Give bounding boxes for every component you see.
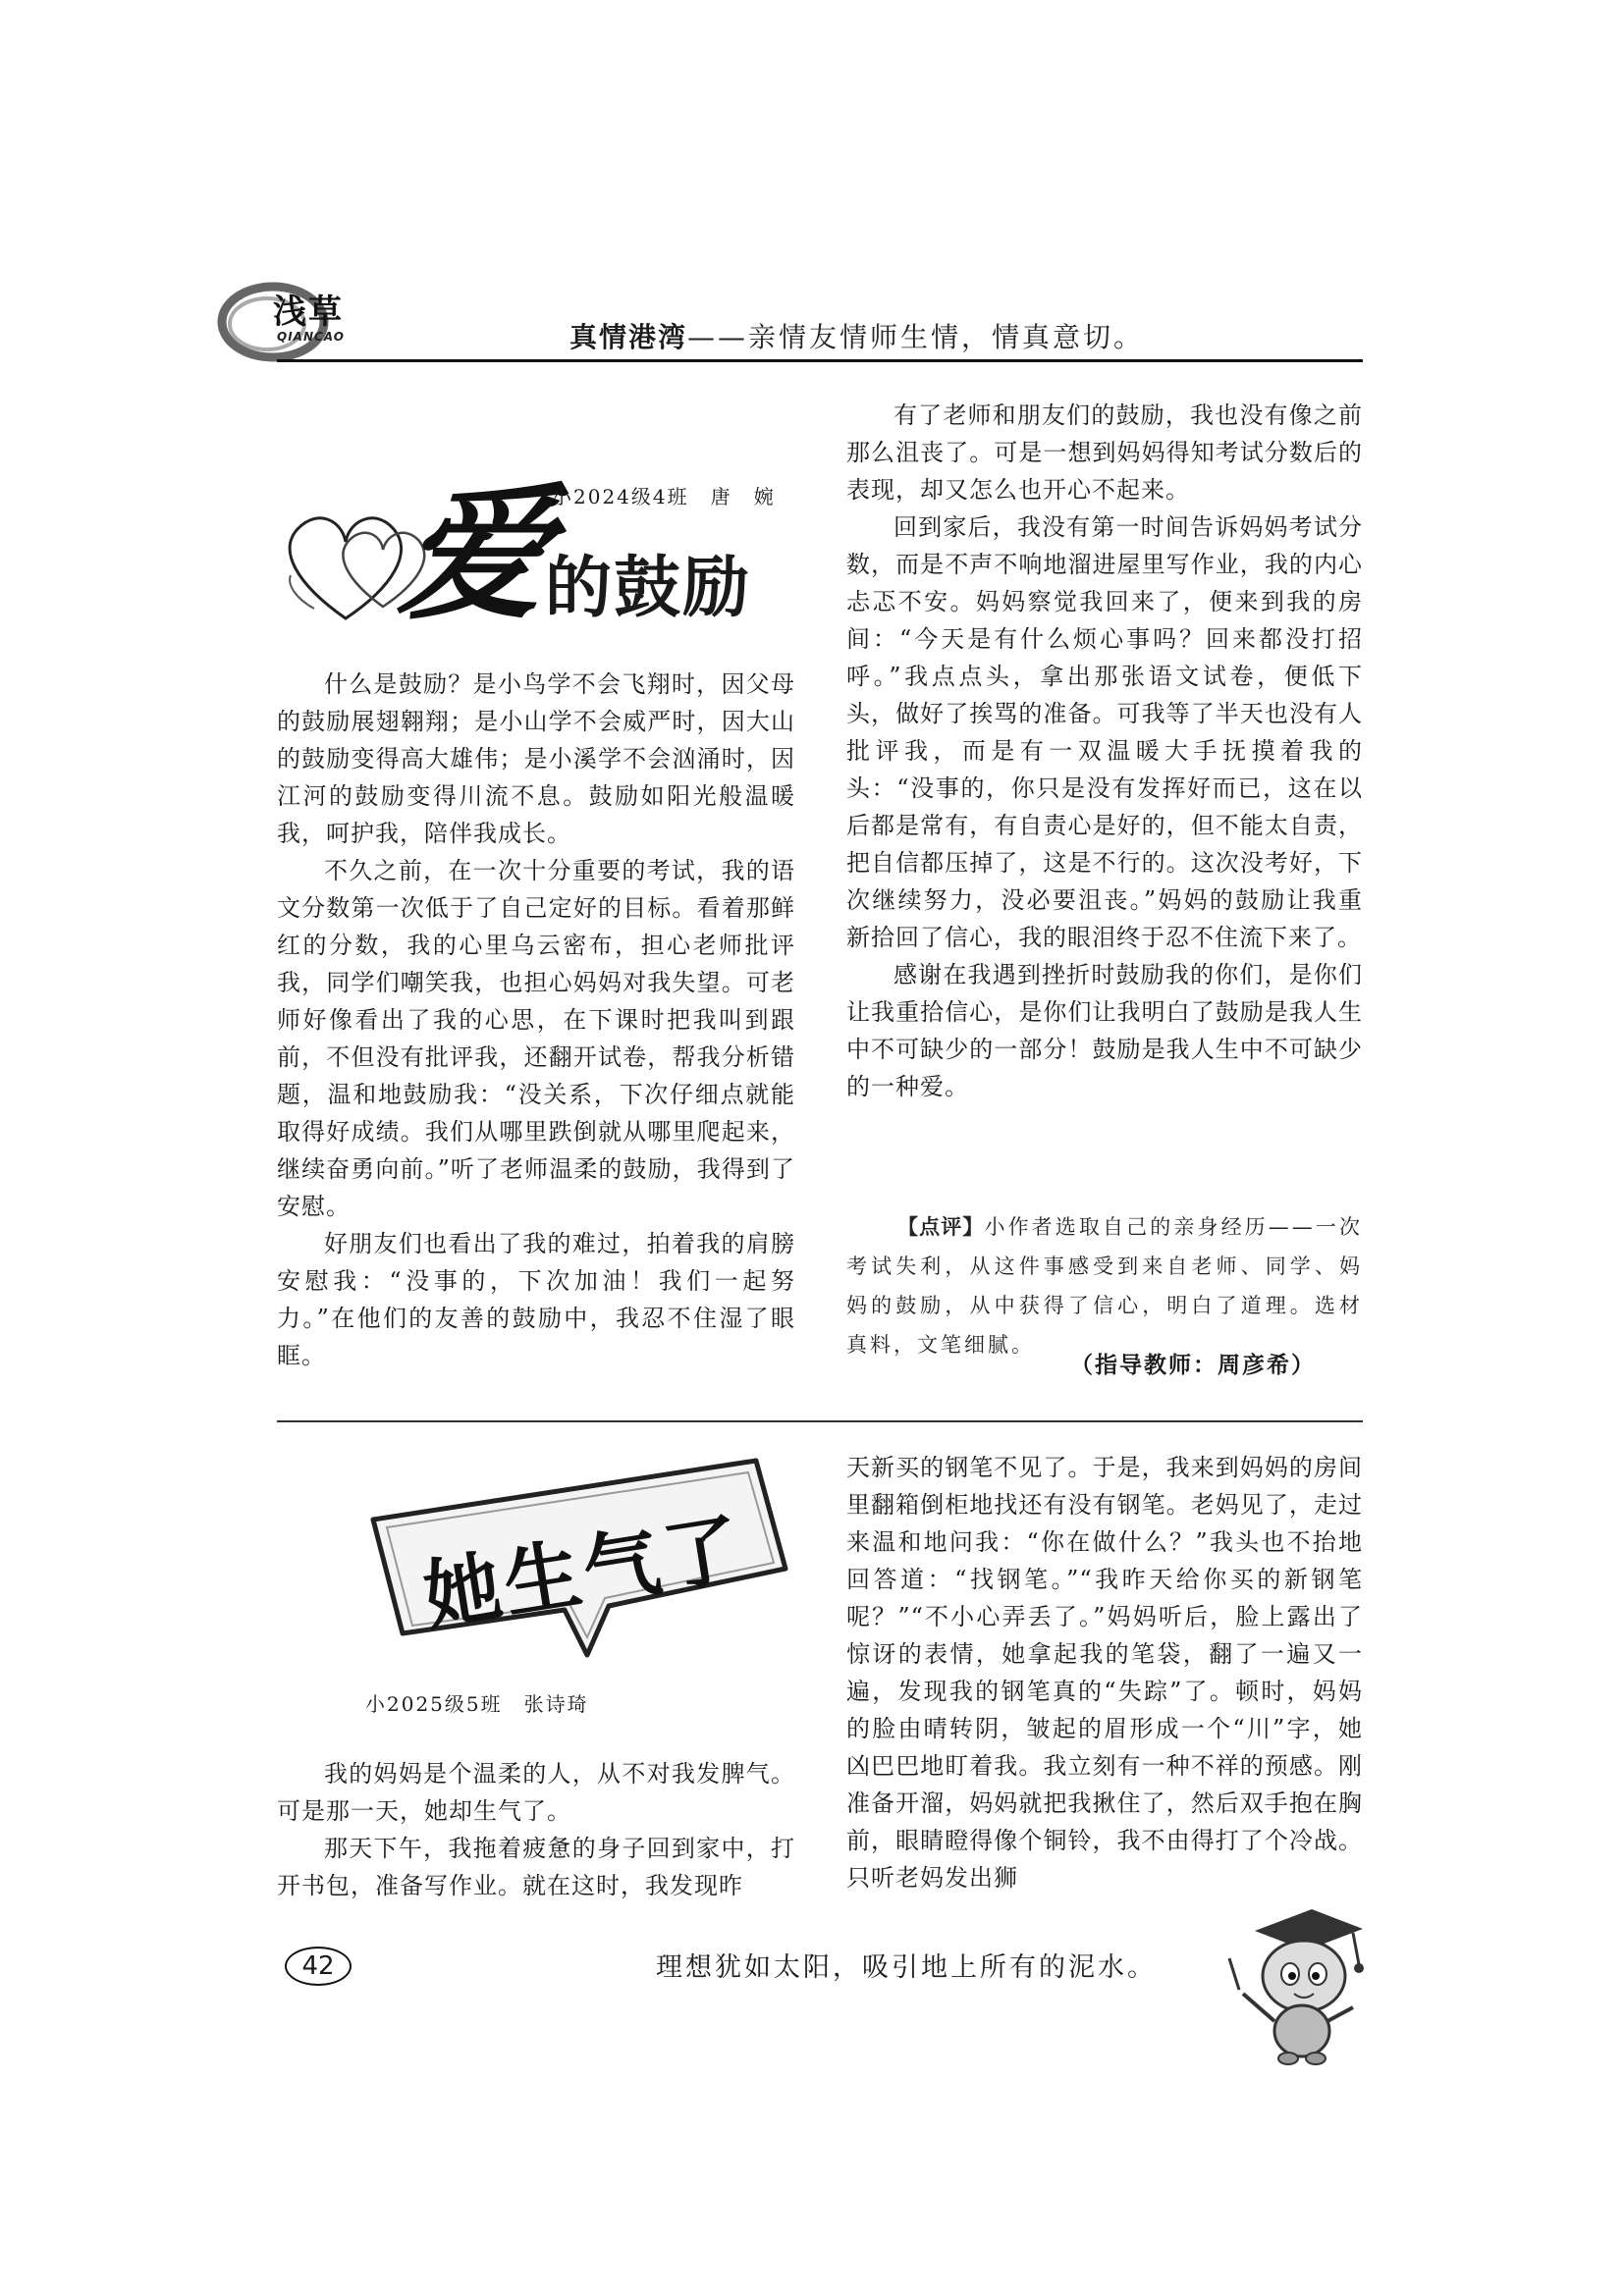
- section-subtitle: ——亲情友情师生情，情真意切。: [687, 321, 1145, 353]
- article2-title: 她生气了: [418, 1504, 751, 1643]
- review-block: [846, 1207, 1363, 1364]
- section-header: [569, 316, 1144, 355]
- article2-left-column: [277, 1755, 795, 1904]
- paragraph: 回到家后，我没有第一时间告诉妈妈考试分数，而是不声不响地溜进屋里写作业，我的内心忐忑不安。妈妈察觉我回来了，便来到我的房间：“今天是有什么烦心事吗？回来都没打招呼。”我点点头，拿出那张语文试卷，便低下头，做好了挨骂的准备。可我等了半天也没有人批评我，而是有一双温暖大手抚摸着我的头：“没事的，你只是没有发挥好而已，这在以后都是常有，有自责心是好的，但不能太自责，把自信都压掉了，这是不行的。这次没考好，下次继续努力，没必要沮丧。”妈妈的鼓励让我重新拾回了信心，我的眼泪终于忍不住流下来了。: [846, 513, 1363, 951]
- paragraph: 不久之前，在一次十分重要的考试，我的语文分数第一次低于了自己定好的目标。看着那鲜红的分数，我的心里乌云密布，担心老师批评我，同学们嘲笑我，也担心妈妈对我失望。可老师好像看出了我的心思，在下课时把我叫到跟前，不但没有批评我，还翻开试卷，帮我分析错题，温和地鼓励我：“没关系，下次仔细点就能取得好成绩。我们从哪里跌倒就从哪里爬起来，继续奋勇向前。”听了老师温柔的鼓励，我得到了安慰。: [277, 857, 795, 1220]
- article2-byline: 小2025级5班 张诗琦: [365, 1692, 589, 1716]
- section-divider: [277, 1420, 1363, 1422]
- paragraph: 好朋友们也看出了我的难过，拍着我的肩膀安慰我：“没事的，下次加油！我们一起努力。”在他们的友善的鼓励中，我忍不住湿了眼眶。: [277, 1230, 795, 1369]
- article2-right-column: [846, 1449, 1363, 1896]
- paragraph: 有了老师和朋友们的鼓励，我也没有像之前那么沮丧了。可是一想到妈妈得知考试分数后的表现，却又怎么也开心不起来。: [846, 401, 1363, 504]
- section-title: 真情港湾: [569, 321, 688, 353]
- paragraph: 我的妈妈是个温柔的人，从不对我发脾气。可是那一天，她却生气了。: [277, 1760, 795, 1825]
- article1-title: 的鼓励: [545, 549, 752, 627]
- magazine-logo: 浅草: [273, 293, 344, 332]
- paragraph: 天新买的钢笔不见了。于是，我来到妈妈的房间里翻箱倒柜地找还有没有钢笔。老妈见了，走过来温和地问我：“你在做什么？”我头也不抬地回答道：“找钢笔。”“我昨天给你买的新钢笔呢？”“不小心弄丢了。”妈妈听后，脸上露出了惊讶的表情，她拿起我的笔袋，翻了一遍又一遍，发现我的钢笔真的“失踪”了。顿时，妈妈的脸由晴转阴，皱起的眉形成一个“川”字，她凶巴巴地盯着我。我立刻有一种不祥的预感。刚准备开溜，妈妈就把我揪住了，然后双手抱在胸前，眼睛瞪得像个铜铃，我不由得打了个冷战。只听老妈发出狮: [846, 1454, 1363, 1892]
- title-big-character: 爱: [390, 468, 561, 639]
- paragraph: 感谢在我遇到挫折时鼓励我的你们，是你们让我重拾信心，是你们让我明白了鼓励是我人生中不可缺少的一部分！鼓励是我人生中不可缺少的一种爱。: [846, 961, 1363, 1100]
- page-number: 42: [285, 1947, 352, 1986]
- header-rule: [277, 359, 1363, 362]
- magazine-logo-sub: QIANCAO: [277, 330, 345, 344]
- article1-left-column: [277, 666, 795, 1374]
- paragraph: 什么是鼓励？是小鸟学不会飞翔时，因父母的鼓励展翅翱翔；是小山学不会威严时，因大山的鼓励变得高大雄伟；是小溪学不会汹涌时，因江河的鼓励变得川流不息。鼓励如阳光般温暖我，呵护我，陪伴我成长。: [277, 670, 795, 847]
- article1-right-column: [846, 397, 1363, 1105]
- teacher-credit: （指导教师：周彦希）: [1070, 1353, 1316, 1378]
- review-text: 小作者选取自己的亲身经历——一次考试失利，从这件事感受到来自老师、同学、妈妈的鼓励，从中获得了信心，明白了道理。选材真料，文笔细腻。: [846, 1215, 1364, 1357]
- article1-byline: 小2024级4班 唐 婉: [552, 485, 776, 508]
- paragraph: 那天下午，我拖着疲惫的身子回到家中，打开书包，准备写作业。就在这时，我发现昨: [277, 1835, 795, 1899]
- footer-quote: 理想犹如太阳，吸引地上所有的泥水。: [656, 1952, 1157, 1983]
- review-label: 【点评】: [897, 1215, 985, 1239]
- graduate-mascot-icon: [1216, 1899, 1371, 2066]
